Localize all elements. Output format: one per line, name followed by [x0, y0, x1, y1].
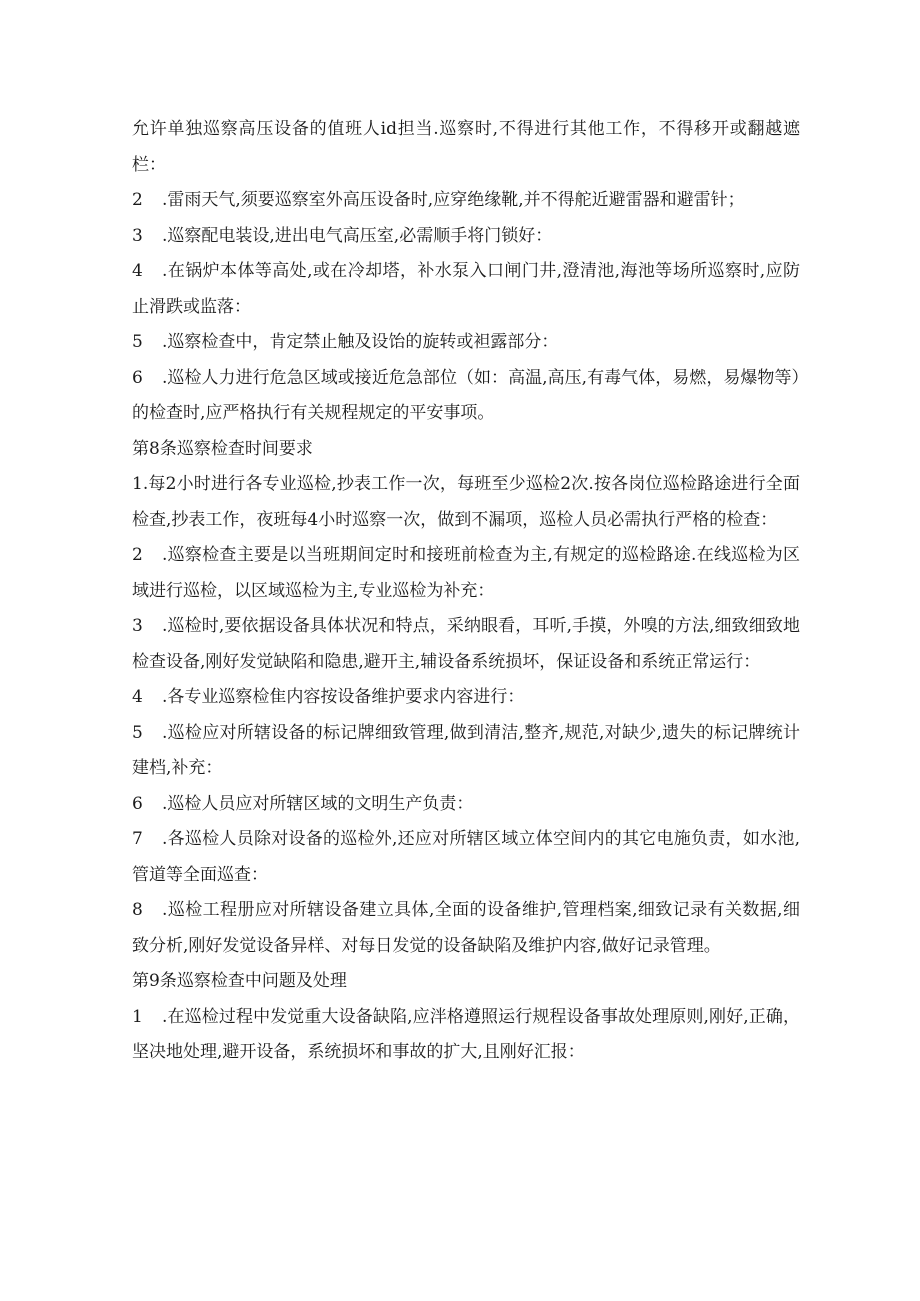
paragraph-8-8	[132, 893, 800, 964]
paragraph-text: .在巡检过程中发觉重大设备缺陷,应泮格遵照运行规程设备事故处理原则,刚好,正确，坚决地处理,避开设备，系统损坏和事故的扩大,且刚好汇报：	[132, 1006, 800, 1062]
item-number: 6	[132, 793, 143, 814]
paragraph-8-4	[132, 680, 800, 716]
item-number: 3	[132, 225, 143, 246]
item-number: 4	[132, 687, 143, 707]
paragraph-8-1	[132, 467, 800, 538]
item-number: 8	[132, 900, 143, 920]
item-number: 4	[132, 261, 143, 281]
paragraph-text: 允许单独巡察高压设备的值班人id担当.巡察时,不得进行其他工作，不得移开或翻越遮栏：	[132, 119, 800, 175]
paragraph-8-2	[132, 538, 800, 609]
item-number: 7	[132, 829, 143, 849]
paragraph-text: .巡检应对所辖设备的标记牌细致管理,做到清洁,整齐,规范,对缺少,遗失的标记牌统计建档,补充：	[132, 722, 800, 778]
paragraph-text: .巡检人力进行危急区域或接近危急部位（如：高温,高压,有毒气体，易燃，易爆物等）的检查时,应严格执行有关规程规定的平安事项。	[132, 367, 800, 423]
item-number: 5	[132, 332, 143, 352]
paragraph-text: .巡察检查主要是以当班期间定时和接班前检查为主,有规定的巡检路途.在线巡检为区域进行巡检，以区域巡检为主,专业巡检为补充：	[132, 545, 800, 601]
paragraph-8-6	[132, 787, 800, 823]
section-heading-9: 第9条巡察检查中问题及处理	[132, 971, 347, 991]
paragraph-8-3	[132, 609, 800, 680]
section-heading-8: 第8条巡察检查时间要求	[132, 438, 313, 459]
item-number: 2	[132, 190, 143, 210]
paragraph-8-5	[132, 716, 800, 787]
paragraph-text: .各专业巡察检隹内容按设备维护要求内容进行：	[162, 687, 525, 707]
paragraph-text: .巡检时,要依据设备具体状况和特点，采纳眼看，耳听,手摸，外嗅的方法,细致细致地检查设备,刚好发觉缺陷和隐患,避开主,辅设备系统损坏，保证设备和系统正常运行：	[132, 616, 800, 672]
paragraph-text: 1.每2小时进行各专业巡检,抄表工作一次，每班至少巡检2次.按各岗位巡检路途进行全面检查,抄表工作，夜班每4小时巡察一次，做到不漏项，巡检人员必需执行严格的检查：	[132, 474, 800, 530]
item-number: 6	[132, 367, 143, 388]
paragraph-5	[132, 325, 800, 361]
item-number: 5	[132, 722, 143, 743]
item-number: 2	[132, 545, 143, 565]
item-number: 1	[132, 1006, 143, 1027]
paragraph-2	[132, 183, 800, 219]
paragraph-text: .巡察检查中，肯定禁止触及设饴的旋转或袒露部分：	[162, 332, 559, 352]
paragraph-6	[132, 361, 800, 432]
paragraph-text: .巡检人员应对所辖区域的文明生产负责：	[162, 793, 474, 814]
paragraph-text: .各巡检人员除对设备的巡检外,还应对所辖区域立体空间内的其它电施负责，如水池,管道等全面巡查：	[132, 829, 800, 885]
item-number: 3	[132, 616, 143, 636]
paragraph-8-7	[132, 822, 800, 893]
paragraph-4	[132, 254, 800, 325]
paragraph-3	[132, 219, 800, 255]
document-page	[132, 112, 800, 1071]
paragraph-9-1	[132, 1000, 800, 1071]
paragraph-1	[132, 112, 800, 183]
paragraph-text: .在锅炉本体等高处,或在冷却塔，补水泵入口闸门井,澄清池,海池等场所巡察时,应防止滑跌或监落：	[132, 261, 800, 317]
paragraph-text: .巡察配电装设,进出电气高压室,必需顺手将门锁好：	[162, 225, 553, 246]
paragraph-text: .巡检工程册应对所辖设备建立具体,全面的设备维护,管理档案,细致记录有关数据,细致分析,刚好发觉设备异样、对每日发觉的设备缺陷及维护内容,做好记录管理。	[132, 900, 800, 956]
paragraph-text: .雷雨天气,须要巡察室外高压设备时,应穿绝缘靴,并不得舵近避雷器和避雷针；	[162, 190, 745, 210]
